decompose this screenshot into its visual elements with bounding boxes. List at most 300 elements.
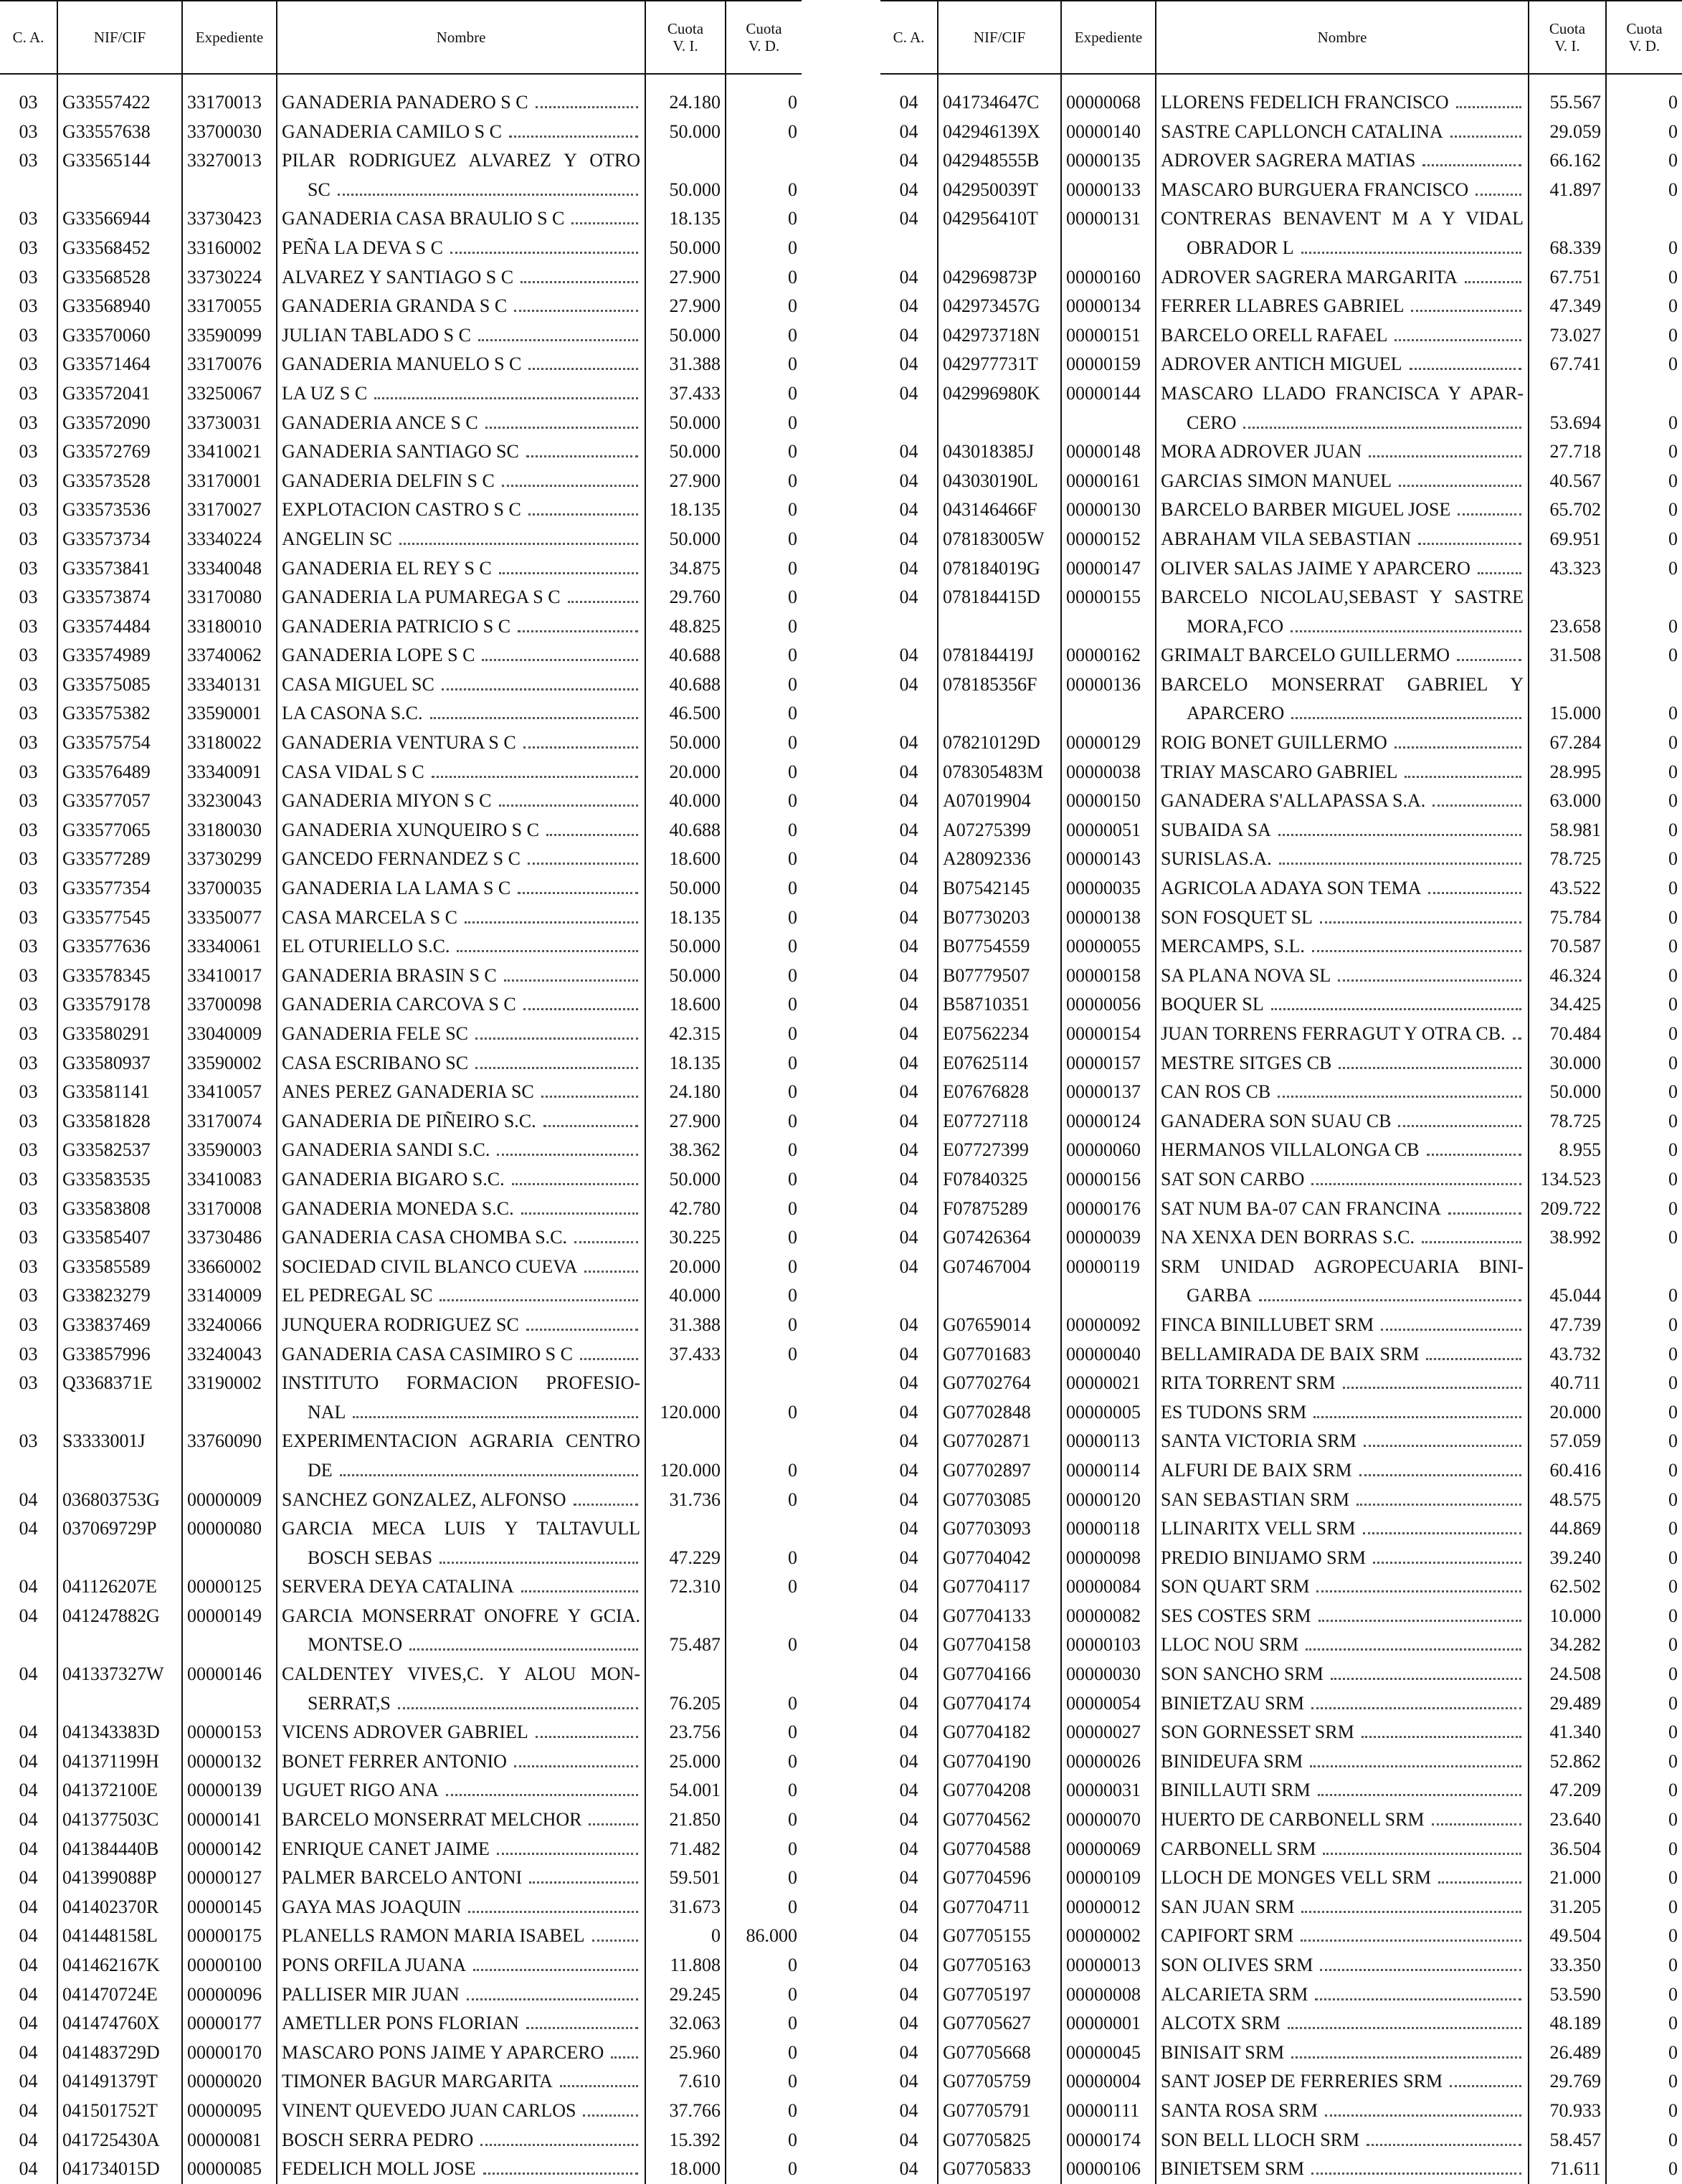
- table-row: [880, 1486, 1682, 1515]
- cell-cuota-vd: 0: [788, 499, 797, 521]
- cell-ca: 04: [880, 1165, 938, 1195]
- cell-cuota-vd: 0: [1668, 2158, 1678, 2180]
- nombre-line: ALVAREZ Y SANTIAGO S C: [282, 266, 514, 288]
- dot-leader: [541, 1096, 638, 1098]
- dot-leader: [1323, 1853, 1521, 1855]
- table-row: [880, 2067, 1682, 2097]
- dot-leader: [1405, 776, 1521, 778]
- nombre-line: EL PEDREGAL SC: [282, 1285, 433, 1306]
- nombre-line: ABRAHAM VILA SEBASTIAN: [1161, 528, 1412, 549]
- nombre-with-leader: [1161, 146, 1524, 176]
- nombre-line: MORA,FCO: [1187, 615, 1284, 637]
- cell-ca: 04: [880, 1107, 938, 1136]
- nombre-with-leader: [1161, 554, 1524, 584]
- dot-leader: [1325, 2114, 1521, 2117]
- dot-leader: [409, 1648, 638, 1651]
- table-row: [0, 234, 802, 263]
- dot-leader: [1291, 2056, 1521, 2059]
- cell-nombre: [277, 816, 645, 845]
- cell-nif: B58710351: [938, 990, 1061, 1020]
- cell-cuota-vi: 18.135: [645, 495, 726, 525]
- dot-leader: [1339, 1067, 1521, 1069]
- cell-nombre: [277, 787, 645, 816]
- cell-cuota-vi: 48.575: [1529, 1486, 1606, 1515]
- cell-ca: 04: [880, 321, 938, 351]
- nombre-with-leader: [282, 1835, 640, 1864]
- table-row: [0, 118, 802, 147]
- cell-expediente: 00000175: [182, 1922, 277, 1951]
- cell-nombre: [1156, 1514, 1529, 1544]
- nombre-line: GANADERIA SANDI S.C.: [282, 1139, 490, 1161]
- nombre-with-leader: [1161, 525, 1524, 554]
- table-row: [0, 816, 802, 845]
- cell-cuota-vi: 40.688: [645, 816, 726, 845]
- nombre-with-leader: [282, 1195, 640, 1224]
- cell-cuota-vi: 33.350: [1529, 1951, 1606, 1980]
- nombre-line: NA XENXA DEN BORRAS S.C.: [1161, 1227, 1415, 1248]
- cell-ca: 03: [0, 234, 57, 263]
- dot-leader: [611, 2056, 638, 2059]
- cell-cuota-vd: 0: [1668, 295, 1678, 317]
- nombre-with-leader: [282, 204, 640, 234]
- nombre-continuation: [282, 1398, 640, 1428]
- cell-nif: G33572769: [57, 437, 182, 467]
- nombre-line: GANADERIA CAMILO S C: [282, 120, 502, 142]
- nombre-with-leader: [1161, 1689, 1524, 1719]
- nombre-with-leader: [1161, 1980, 1524, 2010]
- nombre-line: CASA VIDAL S C: [282, 761, 424, 782]
- cell-cuota-vi: 36.504: [1529, 1835, 1606, 1864]
- cell-nombre: [277, 990, 645, 1020]
- cell-ca: 04: [880, 495, 938, 525]
- dot-leader: [1311, 1707, 1521, 1709]
- table-row: [0, 787, 802, 816]
- cell-cuota-vi: 18.135: [645, 204, 726, 234]
- cell-nif: A28092336: [938, 845, 1061, 874]
- dot-leader: [1278, 834, 1521, 836]
- cell-ca: 04: [880, 1893, 938, 1922]
- cell-ca: 04: [0, 1602, 57, 1660]
- cell-cuota-vi: 69.951: [1529, 525, 1606, 554]
- cell-cuota-vd: 0: [1668, 1081, 1678, 1103]
- cell-cuota-vi: 32.063: [645, 2009, 726, 2038]
- nombre-with-leader: [1161, 990, 1524, 1020]
- cell-expediente: 00000069: [1061, 1835, 1156, 1864]
- cell-nombre: [1156, 1078, 1529, 1107]
- cell-cuota-vd: 0: [788, 237, 797, 258]
- cell-expediente: 00000176: [1061, 1195, 1156, 1224]
- nombre-line: PILAR RODRIGUEZ ALVAREZ Y OTRO: [282, 150, 640, 171]
- cell-nombre: [1156, 495, 1529, 525]
- cell-cuota-vi: 26.489: [1529, 2038, 1606, 2068]
- cell-nif: G07704190: [938, 1747, 1061, 1777]
- cell-expediente: 00000124: [1061, 1107, 1156, 1136]
- nombre-with-leader: [282, 379, 640, 409]
- dot-leader: [502, 485, 638, 487]
- cell-nombre: [277, 1660, 645, 1718]
- nombre-line: GANADERIA CARCOVA S C: [282, 994, 516, 1015]
- cell-nif: G33580291: [57, 1020, 182, 1049]
- cell-cuota-vd: 0: [788, 703, 797, 724]
- nombre-with-leader: [282, 437, 640, 467]
- nombre-continuation: [1161, 409, 1524, 438]
- nombre-line: SRM UNIDAD AGROPECUARIA BINI-: [1161, 1255, 1524, 1277]
- cell-ca: 04: [0, 2097, 57, 2126]
- spacer-row: [0, 74, 802, 88]
- table-row: [0, 1514, 802, 1572]
- cell-expediente: 00000056: [1061, 990, 1156, 1020]
- cell-ca: 04: [880, 1427, 938, 1456]
- cell-expediente: 33170074: [182, 1107, 277, 1136]
- cell-nombre: [277, 263, 645, 293]
- cell-ca: 04: [880, 88, 938, 118]
- cell-nif: S3333001J: [57, 1427, 182, 1485]
- cell-nombre: [1156, 874, 1529, 903]
- cell-cuota-vi: 76.205: [645, 1660, 726, 1718]
- cell-nif: G07704588: [938, 1835, 1061, 1864]
- cell-nombre: [1156, 1165, 1529, 1195]
- cell-expediente: 33180030: [182, 816, 277, 845]
- table-row: [880, 1078, 1682, 1107]
- cell-nif: G33581828: [57, 1107, 182, 1136]
- dot-leader: [1243, 427, 1521, 429]
- cell-nif: G33575382: [57, 699, 182, 728]
- cell-ca: 04: [880, 379, 938, 437]
- cell-ca: 03: [0, 292, 57, 321]
- cell-ca: 04: [880, 1922, 938, 1951]
- cell-nombre: [277, 1078, 645, 1107]
- cell-expediente: 33410017: [182, 962, 277, 991]
- dot-leader: [439, 1562, 638, 1564]
- table-row: [0, 1951, 802, 1980]
- cell-nif: G07704711: [938, 1893, 1061, 1922]
- nombre-line: GAYA MAS JOAQUIN: [282, 1896, 462, 1917]
- nombre-with-leader: [282, 321, 640, 351]
- nombre-line: LLOC NOU SRM: [1161, 1634, 1299, 1656]
- dot-leader: [1320, 1969, 1521, 1971]
- table-row: [0, 1805, 802, 1835]
- dot-leader: [446, 1794, 638, 1796]
- cell-ca: 04: [880, 1660, 938, 1689]
- cell-nombre: [1156, 1835, 1529, 1864]
- nombre-with-leader: [282, 2067, 640, 2097]
- cell-expediente: 00000162: [1061, 641, 1156, 670]
- cell-cuota-vd: 0: [788, 208, 797, 229]
- cell-nombre: [1156, 2126, 1529, 2155]
- nombre-line: ANGELIN SC: [282, 528, 392, 549]
- cell-cuota-vd: 0: [1668, 1227, 1678, 1248]
- cell-ca: 04: [880, 146, 938, 176]
- cell-nombre: [277, 1049, 645, 1078]
- cell-nif: G33577289: [57, 845, 182, 874]
- cell-cuota-vd: 0: [1668, 324, 1678, 346]
- cell-cuota-vd: 0: [788, 1343, 797, 1364]
- cell-ca: 04: [880, 1253, 938, 1311]
- cell-expediente: 00000135: [1061, 146, 1156, 176]
- cell-ca: 04: [0, 1980, 57, 2010]
- cell-expediente: 00000040: [1061, 1340, 1156, 1369]
- cell-cuota-vi: 20.000: [1529, 1398, 1606, 1428]
- nombre-with-leader: [282, 1078, 640, 1107]
- cell-ca: 04: [880, 670, 938, 728]
- cell-ca: 04: [0, 1747, 57, 1777]
- cell-cuota-vd: 0: [788, 848, 797, 870]
- nombre-line: GANADERIA CASA CHOMBA S.C.: [282, 1227, 568, 1248]
- nombre-with-leader: [1161, 1340, 1524, 1369]
- dot-leader: [526, 455, 638, 457]
- dot-leader: [374, 397, 638, 399]
- cell-expediente: 00000013: [1061, 1951, 1156, 1980]
- cell-nif: 041501752T: [57, 2097, 182, 2126]
- nombre-with-leader: [282, 1893, 640, 1922]
- cell-expediente: 00000055: [1061, 932, 1156, 962]
- cell-cuota-vi: 60.416: [1529, 1456, 1606, 1486]
- cell-nif: G33577545: [57, 903, 182, 933]
- cell-ca: 03: [0, 758, 57, 787]
- nombre-with-leader: [1161, 2067, 1524, 2097]
- dot-leader: [546, 834, 638, 836]
- dot-leader: [1476, 194, 1521, 196]
- cell-ca: 04: [880, 1049, 938, 1078]
- nombre-with-leader: [282, 583, 640, 612]
- cell-cuota-vd: 0: [788, 528, 797, 549]
- cell-cuota-vd: 0: [1668, 1372, 1678, 1394]
- dot-leader: [526, 1329, 638, 1331]
- cell-cuota-vd: 0: [788, 266, 797, 288]
- cell-nif: G07705825: [938, 2126, 1061, 2155]
- cell-nif: G33577636: [57, 932, 182, 962]
- nombre-with-leader: [1161, 437, 1524, 467]
- nombre-with-leader: [282, 292, 640, 321]
- cell-nif: 042950039T: [938, 176, 1061, 205]
- cell-expediente: 00000146: [182, 1660, 277, 1718]
- cell-cuota-vd: 0: [1668, 1692, 1678, 1714]
- cell-expediente: 00000103: [1061, 1630, 1156, 1660]
- cell-ca: 03: [0, 1020, 57, 1049]
- nombre-line: TIMONER BAGUR MARGARITA: [282, 2071, 553, 2092]
- cell-cuota-vd: 0: [1668, 2129, 1678, 2150]
- dot-leader: [584, 1271, 638, 1273]
- cell-cuota-vd: 0: [788, 1809, 797, 1831]
- cell-nombre: [1156, 2009, 1529, 2038]
- cell-ca: 04: [0, 1514, 57, 1572]
- cell-expediente: 00000080: [182, 1514, 277, 1572]
- cell-expediente: 33340131: [182, 670, 277, 700]
- cell-ca: 03: [0, 437, 57, 467]
- cell-nif: G33583808: [57, 1195, 182, 1224]
- table-row: [0, 1572, 802, 1602]
- table-row: [0, 1660, 802, 1718]
- cell-expediente: 00000125: [182, 1572, 277, 1602]
- cell-nombre: [1156, 1572, 1529, 1602]
- cell-cuota-vi: 27.900: [645, 263, 726, 293]
- cell-expediente: 33410083: [182, 1165, 277, 1195]
- cell-nombre: [277, 321, 645, 351]
- cell-nombre: [1156, 816, 1529, 845]
- dot-leader: [1301, 252, 1521, 254]
- cell-cuota-vd: 0: [1668, 441, 1678, 462]
- table-row: [880, 2097, 1682, 2126]
- cell-cuota-vi: 47.209: [1529, 1776, 1606, 1805]
- cell-nombre: [277, 2155, 645, 2184]
- cell-nif: 078210129D: [938, 728, 1061, 758]
- dot-leader: [430, 717, 639, 719]
- table-row: [880, 1660, 1682, 1689]
- cell-nif: G33568528: [57, 263, 182, 293]
- cell-cuota-vi: 24.180: [645, 1078, 726, 1107]
- cell-nif: G33572090: [57, 409, 182, 438]
- cell-cuota-vi: 67.284: [1529, 728, 1606, 758]
- cell-cuota-vi: 42.315: [645, 1020, 726, 1049]
- cell-cuota-vd: 0: [788, 470, 797, 491]
- nombre-line: GANADERIA SANTIAGO SC: [282, 441, 519, 462]
- header-cuota-vd-line1: Cuota: [746, 20, 782, 37]
- dot-leader: [1418, 543, 1521, 545]
- cell-nif: G33568940: [57, 292, 182, 321]
- cell-ca: 04: [880, 2038, 938, 2068]
- cell-cuota-vd: 0: [1668, 120, 1678, 142]
- cell-nif: G33573528: [57, 467, 182, 496]
- cell-cuota-vd: 0: [788, 120, 797, 142]
- cell-cuota-vi: 15.392: [645, 2126, 726, 2155]
- cell-cuota-vi: 24.508: [1529, 1660, 1606, 1689]
- nombre-line: SON SANCHO SRM: [1161, 1663, 1324, 1685]
- cell-nif: G07705163: [938, 1951, 1061, 1980]
- nombre-with-leader: [1161, 2155, 1524, 2184]
- cell-cuota-vi: 78.725: [1529, 845, 1606, 874]
- nombre-line: SAT SON CARBO: [1161, 1168, 1305, 1190]
- table-row: [0, 699, 802, 728]
- cell-expediente: 00000002: [1061, 1922, 1156, 1951]
- table-row: [0, 146, 802, 204]
- cell-cuota-vd: 0: [788, 324, 797, 346]
- cell-ca: 04: [0, 2038, 57, 2068]
- table-row: [0, 612, 802, 642]
- dot-leader: [521, 1590, 638, 1592]
- cell-nombre: [277, 379, 645, 409]
- nombre-line: ALCARIETA SRM: [1161, 1983, 1308, 2005]
- cell-ca: 04: [880, 932, 938, 962]
- table-row: [880, 495, 1682, 525]
- cell-nif: G07705155: [938, 1922, 1061, 1951]
- table-row: [0, 350, 802, 379]
- nombre-with-leader: [282, 758, 640, 787]
- cell-nombre: [277, 1311, 645, 1340]
- nombre-with-leader: [282, 263, 640, 293]
- nombre-line: PLANELLS RAMON MARIA ISABEL: [282, 1925, 585, 1947]
- cell-cuota-vd: 0: [788, 557, 797, 579]
- table-row: [880, 321, 1682, 351]
- cell-cuota-vi: 40.688: [645, 670, 726, 700]
- cell-nombre: [277, 1572, 645, 1602]
- nombre-line: MESTRE SITGES CB: [1161, 1052, 1332, 1073]
- dot-leader: [1311, 1183, 1521, 1185]
- dot-leader: [1278, 1096, 1521, 1098]
- cell-expediente: 33170076: [182, 350, 277, 379]
- cell-cuota-vd: 0: [788, 1750, 797, 1772]
- cell-cuota-vd: 0: [788, 441, 797, 462]
- cell-expediente: 00000127: [182, 1863, 277, 1893]
- nombre-line: BONET FERRER ANTONIO: [282, 1750, 507, 1772]
- nombre-with-leader: [282, 1718, 640, 1747]
- nombre-with-leader: [1161, 1544, 1524, 1573]
- cell-expediente: 00000130: [1061, 495, 1156, 525]
- dot-leader: [1359, 1474, 1521, 1476]
- nombre-line: HERMANOS VILLALONGA CB: [1161, 1139, 1420, 1161]
- cell-ca: 04: [880, 1602, 938, 1631]
- nombre-line: GARCIA MONSERRAT ONOFRE Y GCIA.: [282, 1605, 640, 1626]
- cell-expediente: 33700030: [182, 118, 277, 147]
- table-row: [0, 1863, 802, 1893]
- cell-expediente: 00000027: [1061, 1718, 1156, 1747]
- table-row: [0, 1922, 802, 1951]
- dot-leader: [1367, 2144, 1521, 2146]
- cell-nombre: [277, 1922, 645, 1951]
- nombre-with-leader: [1161, 816, 1524, 845]
- cell-nif: 078184415D: [938, 583, 1061, 641]
- cell-ca: 03: [0, 409, 57, 438]
- nombre-line: SERRAT,S: [308, 1692, 391, 1714]
- cell-expediente: 00000021: [1061, 1369, 1156, 1398]
- cell-ca: 04: [880, 1078, 938, 1107]
- cell-cuota-vi: 37.433: [645, 1340, 726, 1369]
- nombre-line: FEDELICH MOLL JOSE: [282, 2158, 476, 2180]
- cell-nombre: [1156, 1951, 1529, 1980]
- nombre-line: BARCELO ORELL RAFAEL: [1161, 324, 1388, 346]
- cell-cuota-vi: 18.600: [645, 845, 726, 874]
- dot-leader: [1432, 1823, 1521, 1825]
- cell-expediente: 00000138: [1061, 903, 1156, 933]
- nombre-line: GANCEDO FERNANDEZ S C: [282, 848, 521, 870]
- cell-nif: 041470724E: [57, 1980, 182, 2010]
- cell-expediente: 00000147: [1061, 554, 1156, 584]
- nombre-line: BINIETSEM SRM: [1161, 2158, 1305, 2180]
- cell-cuota-vd: 0: [788, 964, 797, 986]
- header-ca: C. A.: [0, 1, 57, 74]
- nombre-line: FERRER LLABRES GABRIEL: [1161, 295, 1405, 317]
- nombre-line: JUAN TORRENS FERRAGUT Y OTRA CB.: [1161, 1023, 1506, 1044]
- nombre-line: SON GORNESSET SRM: [1161, 1722, 1354, 1743]
- cell-nif: G07702897: [938, 1456, 1061, 1486]
- cell-ca: 03: [0, 379, 57, 409]
- nombre-line: LA CASONA S.C.: [282, 703, 423, 724]
- nombre-line: GRIMALT BARCELO GUILLERMO: [1161, 645, 1450, 666]
- nombre-with-leader: [282, 2009, 640, 2038]
- cell-expediente: 33190002: [182, 1369, 277, 1427]
- cell-ca: 04: [880, 728, 938, 758]
- cell-nif: 042946139X: [938, 118, 1061, 147]
- cell-nombre: [277, 670, 645, 700]
- table-row: [880, 2126, 1682, 2155]
- cell-cuota-vd: 0: [1668, 499, 1678, 521]
- table-row: [880, 1689, 1682, 1719]
- nombre-continuation: [1161, 612, 1524, 642]
- cell-cuota-vd: 0: [1668, 994, 1678, 1015]
- cell-expediente: 00000051: [1061, 816, 1156, 845]
- cell-cuota-vi: 50.000: [645, 874, 726, 903]
- cell-ca: 03: [0, 1427, 57, 1485]
- cell-ca: 04: [880, 1630, 938, 1660]
- cell-nombre: [1156, 1922, 1529, 1951]
- table-row: [880, 1398, 1682, 1428]
- cell-ca: 03: [0, 495, 57, 525]
- cell-ca: 04: [880, 1340, 938, 1369]
- cell-nombre: [1156, 525, 1529, 554]
- table-row: [0, 495, 802, 525]
- dot-leader: [1363, 1532, 1521, 1534]
- cell-nombre: [1156, 1369, 1529, 1398]
- dot-leader: [465, 921, 638, 924]
